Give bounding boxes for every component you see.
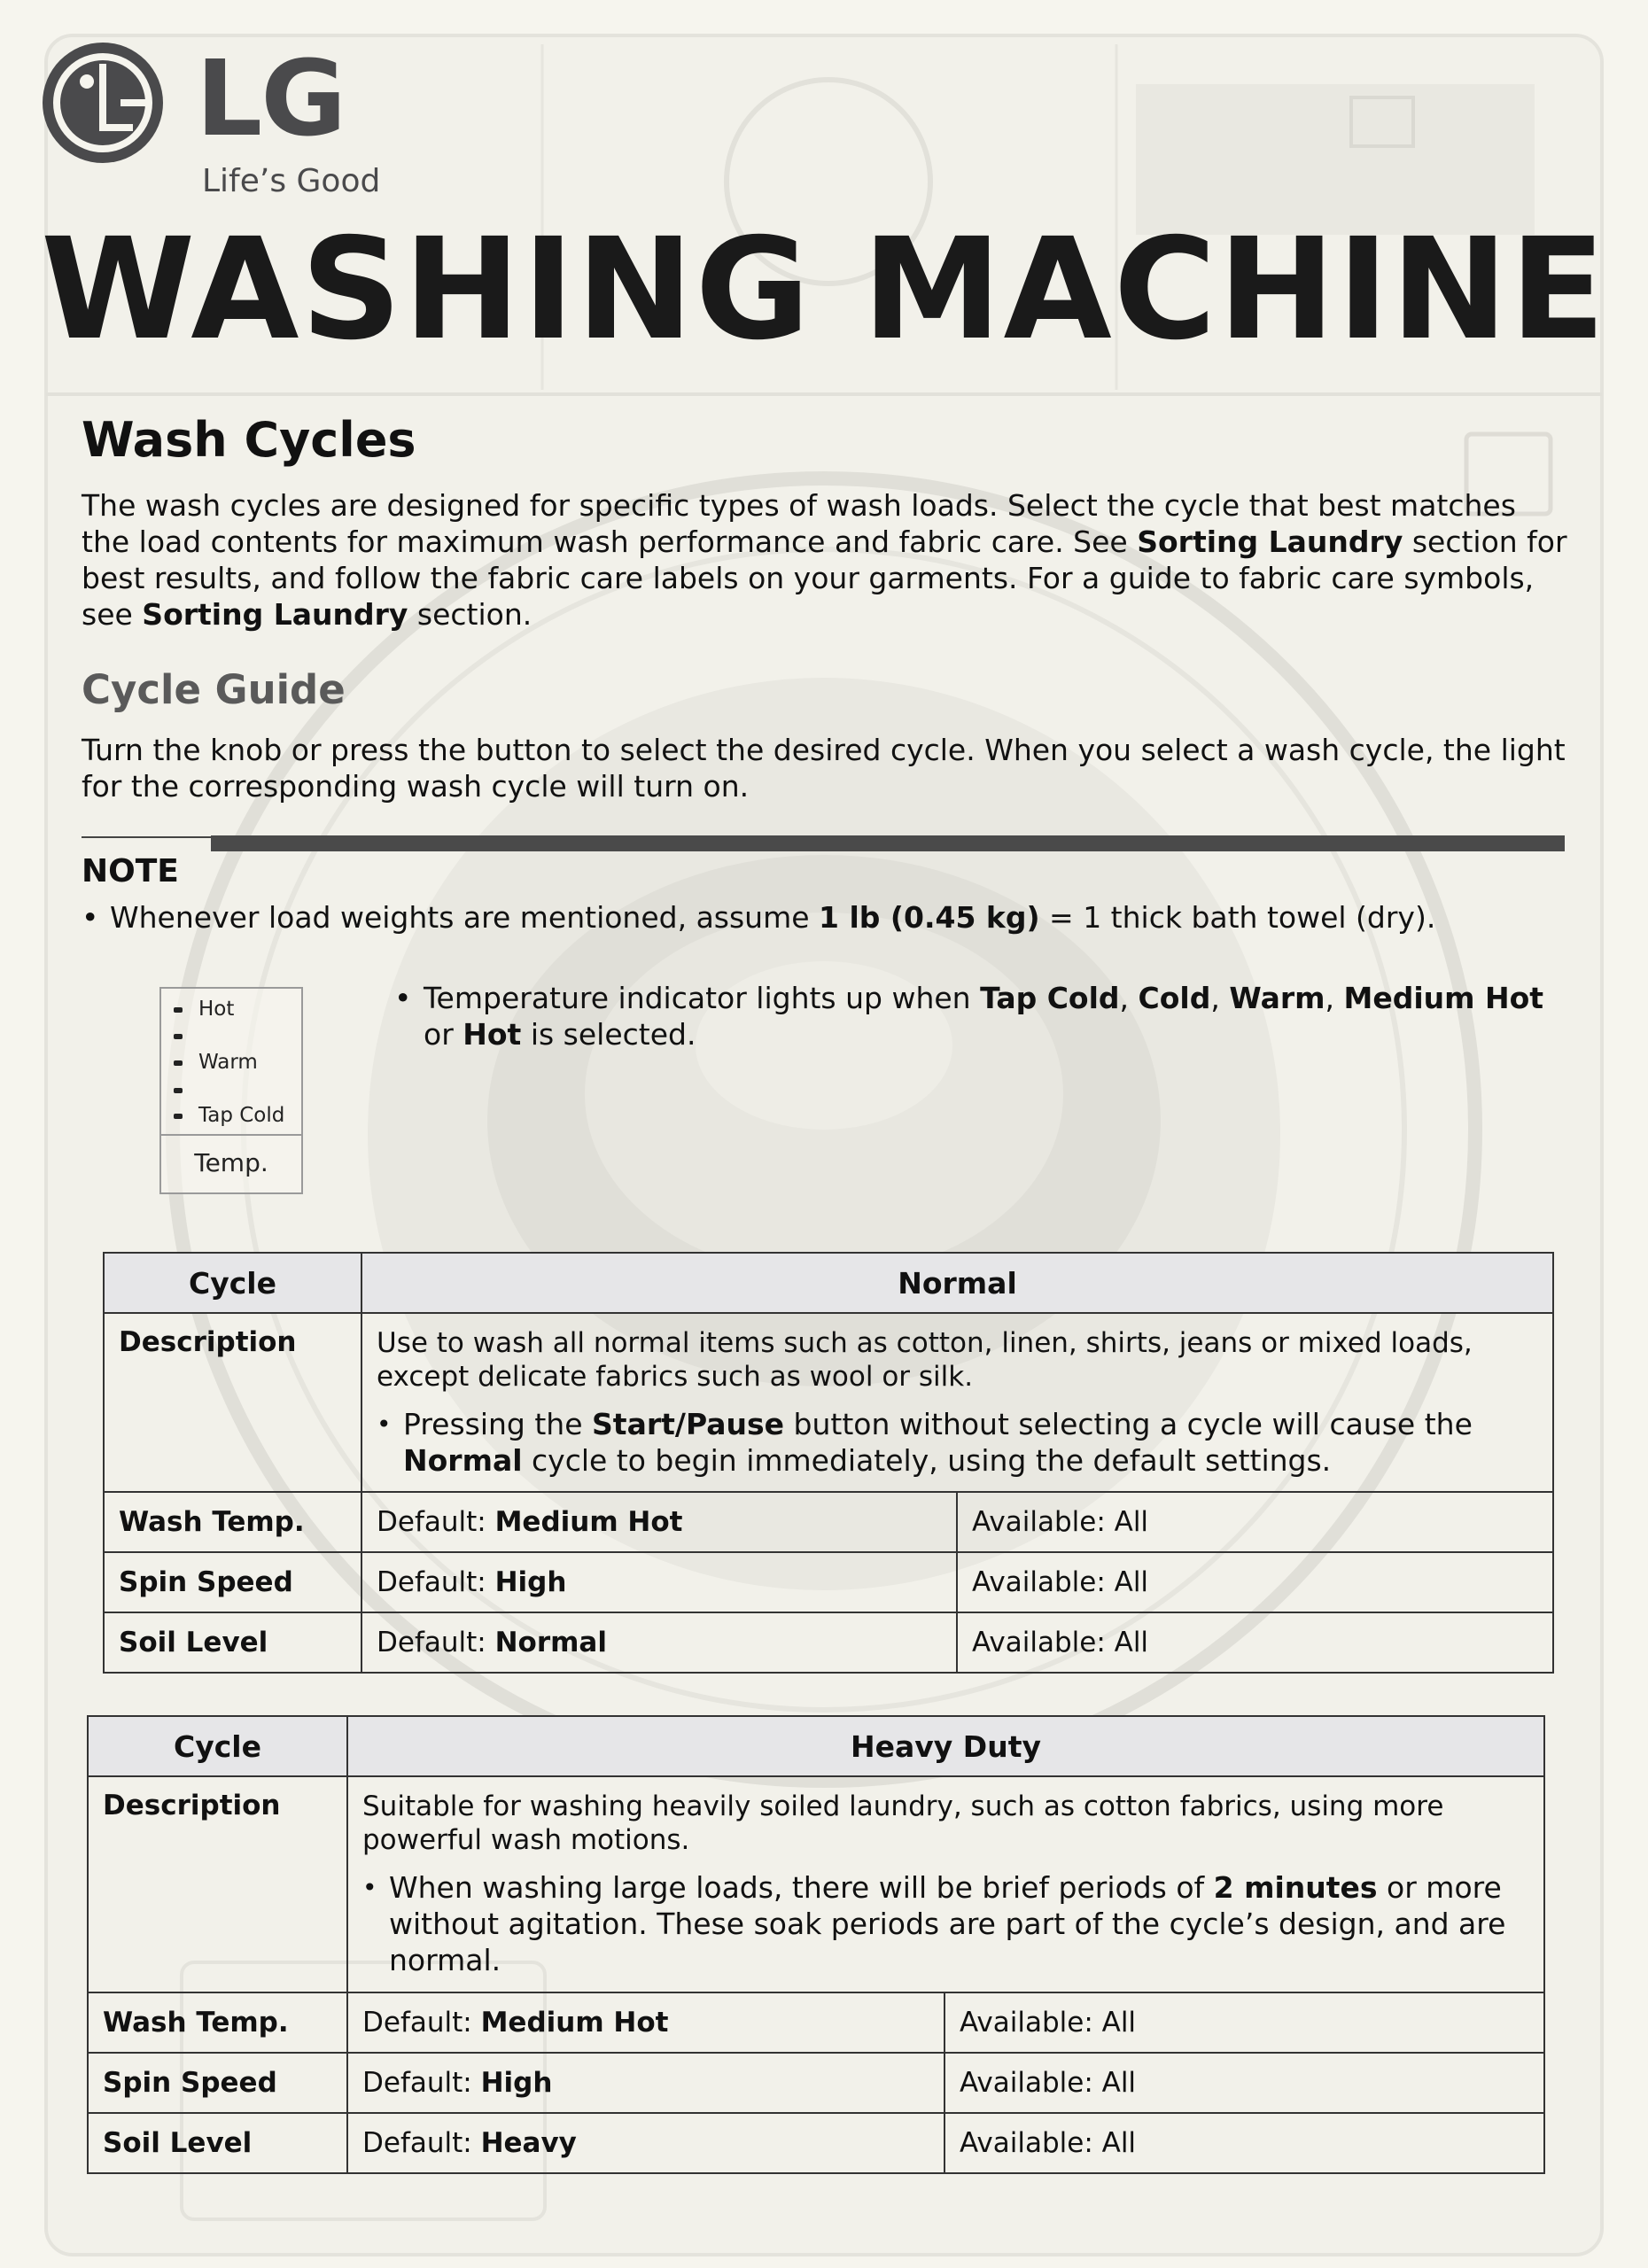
temp-panel-illustration: [159, 987, 303, 1194]
cycle-name: Heavy Duty: [347, 1716, 1544, 1776]
note-heading: NOTE: [82, 853, 179, 889]
description-cell: [361, 1313, 1553, 1492]
logo-slogan: Life’s Good: [202, 163, 381, 199]
cycle-header-label: Cycle: [104, 1253, 361, 1313]
description-cell: [347, 1776, 1544, 1992]
sorting-laundry-ref: Sorting Laundry: [142, 597, 408, 632]
note-text: • Whenever load weights are mentioned, assume 1 lb (0.45 kg) = 1 thick bath towel (dry).: [82, 900, 1436, 935]
cycle-table-heavy-duty: [87, 1715, 1545, 2174]
page-title: WASHING MACHINE: [41, 208, 1607, 371]
description-text: Suitable for washing heavily soiled laundry, such as cotton fabrics, using more powerful wash motions.: [362, 1790, 1444, 1856]
table-row: Spin Speed Default: High Available: All: [88, 2053, 1544, 2113]
note-divider-bar: [211, 835, 1565, 851]
temp-indicator: [174, 1024, 198, 1047]
lg-logo: [41, 37, 381, 200]
temp-option-warm: Warm: [174, 1051, 258, 1074]
description-bullet: • Pressing the Start/Pause button without selecting a cycle will cause the Normal cycle to begin immediately, using the default settings.: [377, 1407, 1473, 1478]
sorting-laundry-ref: Sorting Laundry: [1137, 524, 1403, 559]
cycle-guide-text: Turn the knob or press the button to select the desired cycle. When you select a wash cycle, the light for the corresponding wash cycle will turn on.: [82, 733, 1566, 804]
wash-cycles-intro: The wash cycles are designed for specific types of wash loads. Select the cycle that best matches the load contents for maximum wash performance and fabric care. See Sorting Laundry section for best results, and follow the fabric care labels on your garments. For a guide to fabric care symbols, see Sorting Laundry section.: [82, 488, 1567, 632]
temp-option-hot: Hot: [174, 998, 234, 1021]
temp-indicator: [174, 1078, 198, 1101]
description-label: Description: [104, 1313, 361, 1492]
table-row: Wash Temp. Default: Medium Hot Available: All: [88, 1992, 1544, 2053]
cycle-header-label: Cycle: [88, 1716, 347, 1776]
cycle-name: Normal: [361, 1253, 1553, 1313]
cycle-table-normal: [103, 1252, 1554, 1674]
lg-logo-mark-icon: [41, 41, 165, 165]
table-row: Wash Temp. Default: Medium Hot Available: All: [104, 1492, 1553, 1552]
table-row: Soil Level Default: Normal Available: All: [104, 1612, 1553, 1673]
cycle-guide-heading: Cycle Guide: [82, 666, 346, 713]
logo-wordmark: LG: [196, 37, 346, 159]
temp-option-tap-cold: Tap Cold: [174, 1104, 284, 1127]
table-row: Spin Speed Default: High Available: All: [104, 1552, 1553, 1612]
description-text: Use to wash all normal items such as cotton, linen, shirts, jeans or mixed loads, except delicate fabrics such as wool or silk.: [377, 1327, 1473, 1393]
temp-label: Temp.: [194, 1148, 268, 1177]
temp-indicator-note: • Temperature indicator lights up when Tap Cold, Cold, Warm, Medium Hot or Hot is selected.: [394, 981, 1544, 1052]
table-row: Soil Level Default: Heavy Available: All: [88, 2113, 1544, 2173]
description-label: Description: [88, 1776, 347, 1992]
description-bullet: • When washing large loads, there will be brief periods of 2 minutes or more without agitation. These soak periods are part of the cycle’s design, and are normal.: [362, 1870, 1506, 1977]
wash-cycles-heading: Wash Cycles: [82, 412, 416, 468]
